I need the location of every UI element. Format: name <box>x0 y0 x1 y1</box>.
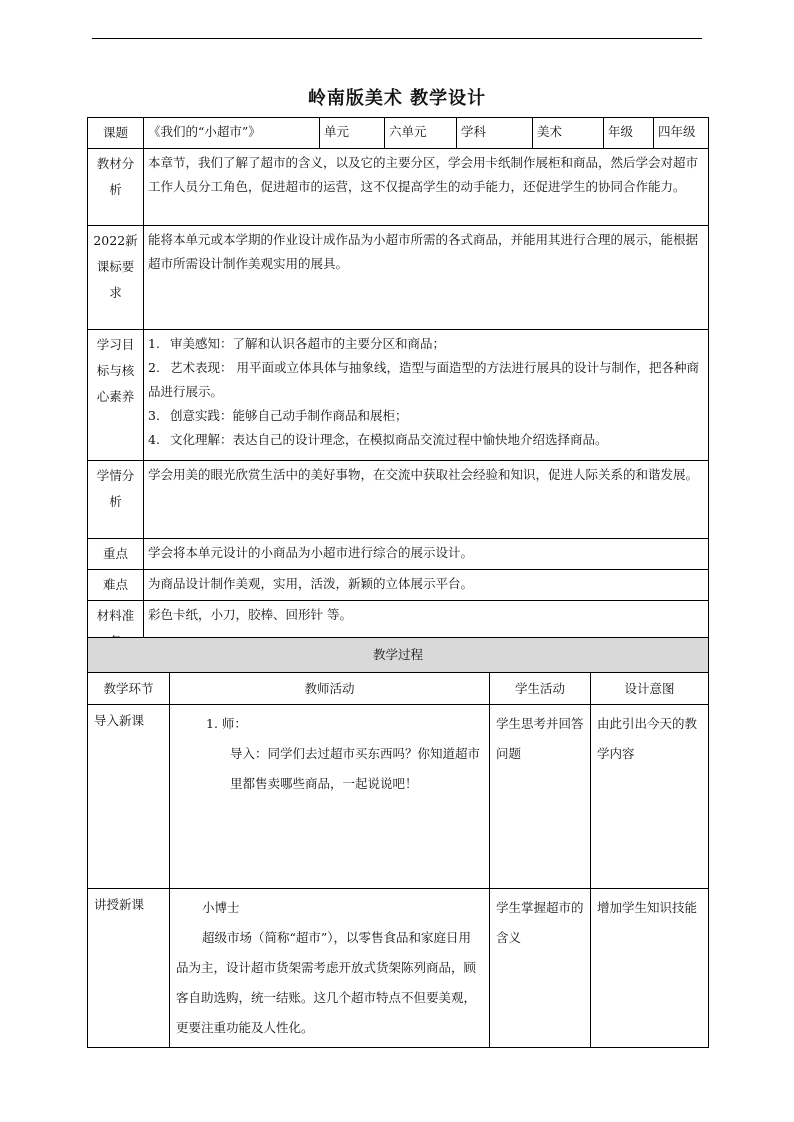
teacher-activity-head: 小博士 <box>202 900 240 915</box>
column-header: 学生活动 <box>490 673 591 705</box>
column-header: 教学环节 <box>88 673 170 705</box>
situation-label: 学情分析 <box>88 461 144 539</box>
topic-row <box>88 118 709 149</box>
goals-row <box>88 330 709 461</box>
material-row <box>88 149 709 226</box>
grade-value: 四年级 <box>654 118 709 149</box>
goal-item: 4. 文化理解：表达自己的设计理念，在模拟商品交流过程中愉快地介绍选择商品。 <box>148 432 608 447</box>
stage-name: 导入新课 <box>88 705 170 889</box>
material-text: 本章节，我们了解了超市的含义，以及它的主要分区，学会用卡纸制作展柜和商品，然后学会对超市工作人员分工角色，促进超市的运营，这不仅提高学生的动手能力，还促进学生的协同合作能力。 <box>144 149 709 226</box>
subject-value: 美术 <box>533 118 604 149</box>
material-label: 教材分析 <box>88 149 144 226</box>
unit-label: 单元 <box>320 118 385 149</box>
key-point-row <box>88 539 709 570</box>
standard-text: 能将本单元或本学期的作业设计成作品为小超市所需的各式商品，并能用其进行合理的展示，能根据超市所需设计制作美观实用的展具。 <box>144 226 709 330</box>
situation-row <box>88 461 709 539</box>
difficulty-row <box>88 570 709 601</box>
lesson-info-table <box>87 117 709 658</box>
materials-label: 材料准 <box>88 601 144 658</box>
design-intent: 增加学生知识技能 <box>591 889 709 1048</box>
goals-list <box>144 330 709 461</box>
topic-label: 课题 <box>88 118 144 149</box>
teacher-activity-head: 1. 师： <box>206 716 247 731</box>
situation-text: 学会用美的眼光欣赏生活中的美好事物，在交流中获取社会经验和知识，促进人际关系的和谐发展。 <box>144 461 709 539</box>
teacher-activity <box>170 889 490 1048</box>
standard-label: 2022新课标要求 <box>88 226 144 330</box>
column-header: 教师活动 <box>170 673 490 705</box>
grade-label: 年级 <box>604 118 654 149</box>
process-section-title: 教学过程 <box>88 638 709 673</box>
document-title: 岭南版美术 教学设计 <box>307 88 487 109</box>
teacher-activity <box>170 705 490 889</box>
goal-item: 1. 审美感知：了解和认识各超市的主要分区和商品； <box>148 336 446 351</box>
header-rule <box>92 38 702 39</box>
process-stage-row <box>88 705 709 889</box>
key-point-label: 重点 <box>88 539 144 570</box>
design-intent: 由此引出今天的教学内容 <box>591 705 709 889</box>
goal-item: 3. 创意实践：能够自己动手制作商品和展柜； <box>148 408 408 423</box>
key-point-text: 学会将本单元设计的小商品为小超市进行综合的展示设计。 <box>144 539 709 570</box>
teacher-activity-text: 导入：同学们去过超市买东西吗？你知道超市里都售卖哪些商品，一起说说吧！ <box>230 746 481 791</box>
unit-value: 六单元 <box>385 118 457 149</box>
process-header-row <box>88 673 709 705</box>
difficulty-text: 为商品设计制作美观，实用，活泼，新颖的立体展示平台。 <box>144 570 709 601</box>
subject-label: 学科 <box>457 118 533 149</box>
goal-item: 2. 艺术表现： 用平面或立体具体与抽象线，造型与面造型的方法进行展具的设计与制作，把各种商品进行展示。 <box>148 360 699 399</box>
process-stage-row <box>88 889 709 1048</box>
stage-name: 讲授新课 <box>88 889 170 1048</box>
teaching-process-table <box>87 637 709 1048</box>
column-header: 设计意图 <box>591 673 709 705</box>
materials-text: 彩色卡纸，小刀，胶棒、回形针 等。 <box>144 601 709 658</box>
teacher-activity-text: 超级市场（简称“超市”），以零售食品和家庭日用品为主，设计超市货架需考虑开放式货架陈列商品，顾客自助选购，统一结账。这几个超市特点不但要美观，更要注重功能及人性化。 <box>176 930 477 1035</box>
student-activity: 学生思考并回答问题 <box>490 705 591 889</box>
topic-value: 《我们的“小超市”》 <box>144 118 320 149</box>
student-activity: 学生掌握超市的含义 <box>490 889 591 1048</box>
goals-label: 学习目标与核心素养 <box>88 330 144 461</box>
difficulty-label: 难点 <box>88 570 144 601</box>
standard-row <box>88 226 709 330</box>
process-section-row <box>88 638 709 673</box>
